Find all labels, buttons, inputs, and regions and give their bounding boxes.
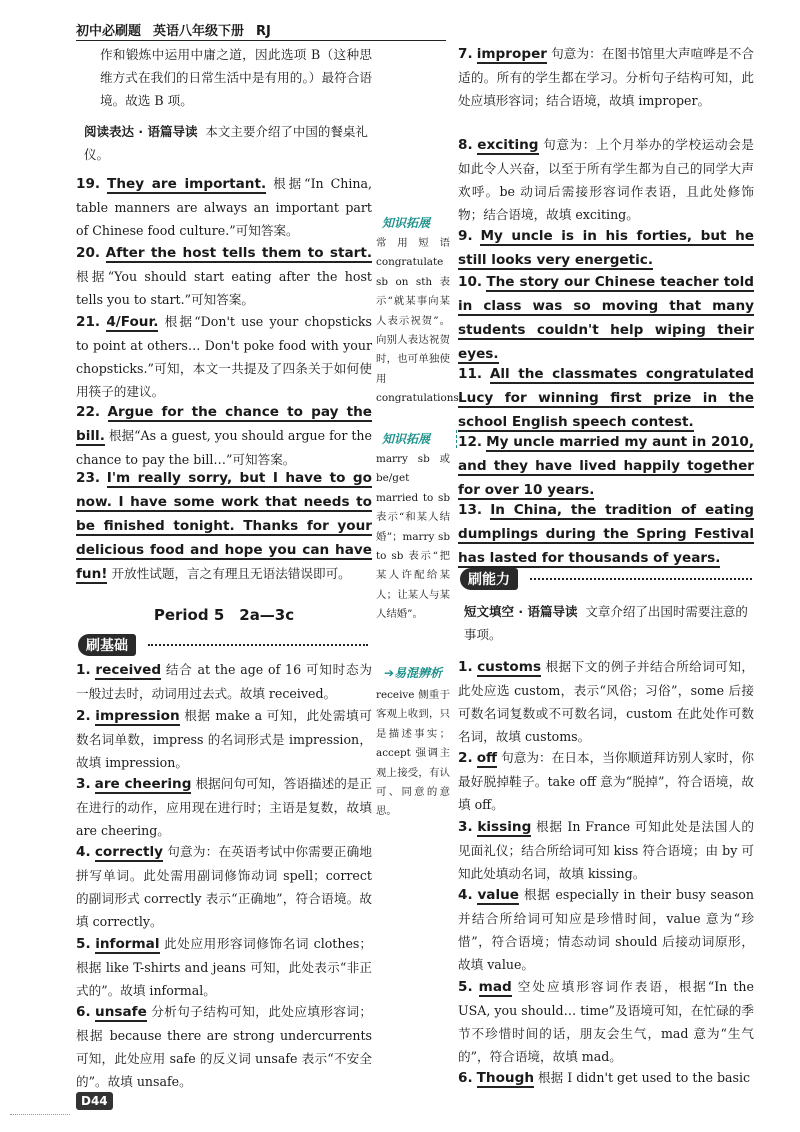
item-number: 3. xyxy=(458,819,473,835)
arrow-icon: ➔ xyxy=(384,666,395,680)
question-19 xyxy=(76,172,372,242)
explanation: 根据 I didn't get used to the basic xyxy=(538,1070,751,1085)
question-number: 20. xyxy=(76,245,101,261)
section-desc: 本文主要介绍了中国的餐桌礼仪。 xyxy=(84,124,368,162)
question-number: 19. xyxy=(76,176,101,192)
explanation: 根据 make a 可知，此处需填可数名词单数，impress 的名词形式是 impression，故填 impression。 xyxy=(76,708,372,770)
answer: informal xyxy=(95,936,160,952)
question-23 xyxy=(76,466,372,586)
answer: I'm really sorry, but I have to go now. I have some work that needs to be finished tonight. Thanks for your delicious food and hope you can have fun! xyxy=(76,470,372,582)
item-6 xyxy=(76,1000,372,1093)
answer: My uncle is in his forties, but he still looks very energetic. xyxy=(458,228,754,268)
explanation: 根据“You should start eating after the host tells you to start.”可知答案。 xyxy=(76,269,372,307)
item-11 xyxy=(458,362,754,434)
explanation: 根据问句可知，答语描述的是正在进行的动作，应用现在进行时；主语是复数，故填 are cheering。 xyxy=(76,776,372,838)
item-3 xyxy=(76,772,372,842)
item-number: 10. xyxy=(458,274,483,290)
item-number: 6. xyxy=(458,1070,473,1086)
page-number: D44 xyxy=(76,1092,113,1110)
answer: After the host tells them to start. xyxy=(105,245,372,261)
header-series: 初中必刷题 xyxy=(76,24,142,39)
item-number: 13. xyxy=(458,502,483,518)
explanation: 句意为：在图书馆里大声喧哗是不合适的。所有的学生都在学习。分析句子结构可知，此处应填形容词；结合语境，故填 improper。 xyxy=(458,46,755,108)
answer: unsafe xyxy=(95,1004,147,1020)
answer: mad xyxy=(478,979,512,995)
section-title: 阅读表达 · 语篇导读 xyxy=(84,124,198,139)
item-number: 5. xyxy=(76,936,91,952)
cloze-item-4 xyxy=(458,883,754,976)
item-1 xyxy=(76,658,372,705)
badge-ability xyxy=(460,568,752,590)
item-10 xyxy=(458,270,754,366)
explanation: 句意为：在英语考试中你需要正确地拼写单词。此处需用副词修饰动词 spell；correct 的副词形式 correctly 表示“正确地”，符合语境。故填 correctly。 xyxy=(76,844,372,929)
item-number: 12. xyxy=(458,434,483,450)
answer: correctly xyxy=(94,844,163,860)
explanation: 句意为：上个月举办的学校运动会是如此令人兴奋，以至于所有学生都为自己的同学大声欢呼。be 动词后需接形容词作表语，且此处修饰物；结合语境，故填 exciting。 xyxy=(458,137,754,222)
answer: are cheering xyxy=(94,776,192,792)
item-number: 3. xyxy=(76,776,91,792)
item-number: 9. xyxy=(458,228,473,244)
header-subject: 英语八年级下册 xyxy=(153,24,245,39)
item-number: 4. xyxy=(458,887,473,903)
badge-label: 刷能力 xyxy=(460,568,518,590)
explanation: 根据“In China, table manners are always an important part of Chinese food culture.”可知答案。 xyxy=(76,176,372,238)
item-number: 1. xyxy=(76,662,91,678)
answer: off xyxy=(476,750,498,766)
explanation: 根据 In France 可知此处是法国人的见面礼仪；结合所给词可知 kiss 符合语境；由 by 可知此处填动名词，故填 kissing。 xyxy=(458,819,754,881)
question-22 xyxy=(76,400,372,471)
explanation: 根据“As a guest, you should argue for the chance to pay the bill…”可知答案。 xyxy=(76,428,372,467)
period-heading: Period 5 2a—3c xyxy=(153,606,295,624)
answer: value xyxy=(477,887,520,903)
footer-dotted-rule xyxy=(10,1114,70,1115)
note-marry: marry sb 或 be/get married to sb 表示“和某人结婚”；marry sb to sb 表示“把某人许配给某人；让某人与某人结婚”。 xyxy=(376,453,450,621)
explanation: 开放性试题，言之有理且无语法错误即可。 xyxy=(111,566,351,581)
badge-label: 刷基础 xyxy=(78,634,136,656)
answer: They are important. xyxy=(107,176,267,192)
cloze-item-6 xyxy=(458,1066,754,1090)
note-title: ➔易混辨析 xyxy=(384,666,443,680)
section-title: 短文填空 · 语篇导读 xyxy=(464,604,578,619)
question-number: 22. xyxy=(76,404,101,420)
badge-basic xyxy=(78,634,368,656)
explanation: 结合 at the age of 16 可知时态为一般过去时，动词用过去式。故填 received。 xyxy=(76,662,372,701)
item-number: 7. xyxy=(458,46,473,62)
item-number: 11. xyxy=(458,366,483,382)
note-congratulate: 常用短语 congratulate sb on sth 表示“就某事向某人表示祝贺”。向别人表达祝贺时，也可单独使用 congratulations。 xyxy=(376,237,470,405)
question-number: 23. xyxy=(76,470,101,486)
answer: kissing xyxy=(477,819,532,835)
explanation: 此处应用形容词修饰名词 clothes；根据 like T-shirts and jeans 可知，此处表示“非正式的”。故填 informal。 xyxy=(76,936,372,998)
explanation: 句意为：在日本，当你顺道拜访别人家时，你最好脱掉鞋子。take off 意为“脱掉”，符合语境，故填 off。 xyxy=(458,750,754,812)
explanation: 根据 especially in their busy season 并结合所给词可知应是珍惜时间，value 意为“珍惜”，符合语境；情态动词 should 后接动词原形，故填 value。 xyxy=(458,887,754,972)
item-12 xyxy=(458,430,754,502)
note-title: 知识拓展 xyxy=(382,432,431,446)
answer: received xyxy=(95,662,162,678)
answer: exciting xyxy=(477,137,539,153)
cloze-item-1 xyxy=(458,655,754,748)
item-2 xyxy=(76,704,372,774)
intro-text: 作和锻炼中运用中庸之道，因此选项 B（这种思维方式在我们的日常生活中是有用的。）最符合语境。故选 B 项。 xyxy=(100,47,372,108)
item-5 xyxy=(76,932,372,1002)
section-desc: 文章介绍了出国时需要注意的事项。 xyxy=(464,604,748,642)
explanation: 根据“Don't use your chopsticks to point at others… Don't poke food with your chopsticks.”可知，本文一共提及了四条关于如何使用筷子的建议。 xyxy=(76,314,372,399)
item-number: 2. xyxy=(458,750,473,766)
answer: My uncle married my aunt in 2010, and they have lived happily together for over 10 years. xyxy=(458,434,754,498)
explanation: 空处应填形容词作表语，根据“In the USA, you should… time”及语境可知，在忙碌的季节不珍惜时间的话，朋友会生气，mad 意为“生气的”，符合语境，故填 mad。 xyxy=(458,979,754,1064)
answer: Argue for the chance to pay the bill. xyxy=(76,404,372,444)
item-9 xyxy=(458,224,754,272)
section-reading xyxy=(84,120,372,166)
answer: The story our Chinese teacher told in class was so moving that many students couldn't help wiping their eyes. xyxy=(458,274,754,362)
cloze-item-2 xyxy=(458,746,754,816)
answer: improper xyxy=(476,46,547,62)
section-cloze xyxy=(464,600,754,646)
cloze-item-5 xyxy=(458,975,754,1068)
header-edition: RJ xyxy=(256,24,271,39)
cloze-item-3 xyxy=(458,815,754,885)
item-4 xyxy=(76,840,372,933)
dotted-rule xyxy=(530,578,752,580)
answer: impression xyxy=(95,708,180,724)
note-title: 知识拓展 xyxy=(382,216,431,230)
explanation: 根据下文的例子并结合所给词可知，此处应选 custom，表示“风俗；习俗”，some 后接可数名词复数或不可数名词，custom 在此处作可数名词，故填 customs。 xyxy=(458,659,755,744)
answer: 4/Four. xyxy=(106,314,159,330)
page-header xyxy=(76,20,283,39)
item-number: 1. xyxy=(458,659,473,675)
item-number: 4. xyxy=(76,844,91,860)
item-number: 6. xyxy=(76,1004,91,1020)
question-21 xyxy=(76,310,372,403)
item-number: 8. xyxy=(458,137,473,153)
dotted-rule xyxy=(148,644,368,646)
answer: All the classmates congratulated Lucy for winning first prize in the school English speech contest. xyxy=(458,366,754,430)
question-number: 21. xyxy=(76,314,101,330)
answer: customs xyxy=(477,659,542,675)
note-connector xyxy=(456,430,457,448)
header-rule xyxy=(76,40,446,41)
item-number: 5. xyxy=(458,979,473,995)
item-7 xyxy=(458,42,754,112)
note-receive: receive 侧重于客观上收到，只是描述事实；accept 强调主观上接受，有认可、同意的意思。 xyxy=(376,689,450,818)
item-8 xyxy=(458,133,754,226)
explanation: 分析句子结构可知，此处应填形容词；根据 because there are strong undercurrents 可知，此处应用 safe 的反义词 unsafe 表示“不安全的”。故填 unsafe。 xyxy=(76,1004,372,1089)
answer: In China, the tradition of eating dumplings during the Spring Festival has lasted for thousands of years. xyxy=(458,502,754,566)
question-20 xyxy=(76,241,372,311)
item-13 xyxy=(458,498,754,570)
answer: Though xyxy=(476,1070,535,1086)
item-number: 2. xyxy=(76,708,91,724)
